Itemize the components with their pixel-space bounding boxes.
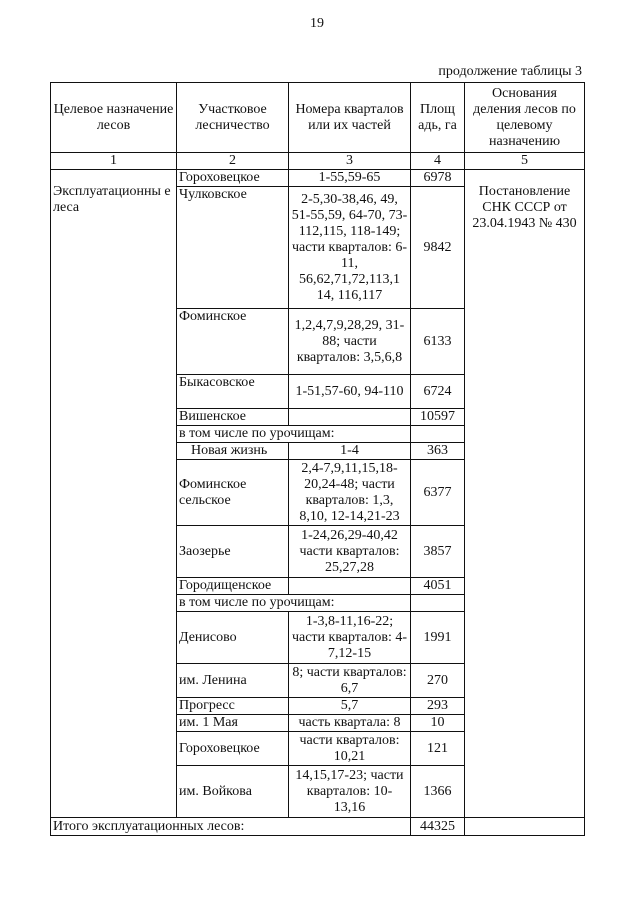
quarters: [289, 578, 411, 595]
tract-name: Гороховецкое: [177, 732, 289, 766]
tract-name: Заозерье: [177, 526, 289, 578]
area: 4051: [411, 578, 465, 595]
page-number: 19: [310, 16, 324, 31]
header-purpose: Целевое назначение лесов: [51, 83, 177, 153]
header-quarters: Номера кварталов или их частей: [289, 83, 411, 153]
basis-cell: Постановление СНК СССР от 23.04.1943 № 430: [465, 170, 585, 818]
forestry-name: Городищенское: [177, 578, 289, 595]
quarters: 1-55,59-65: [289, 170, 411, 187]
quarters: 8; части кварталов: 6,7: [289, 664, 411, 698]
area: 121: [411, 732, 465, 766]
quarters: 5,7: [289, 698, 411, 715]
quarters: 2,4-7,9,11,15,18-20,24-48; части кварталов: 1,3, 8,10, 12-14,21-23: [289, 460, 411, 526]
quarters: 14,15,17-23; части кварталов: 10-13,16: [289, 766, 411, 818]
area: 270: [411, 664, 465, 698]
area: 10: [411, 715, 465, 732]
total-area: 44325: [411, 818, 465, 836]
area: 10597: [411, 409, 465, 426]
col-number: 1: [51, 153, 177, 170]
header-basis: Основания деления лесов по целевому назначению: [465, 83, 585, 153]
forestry-name: Гороховецкое: [177, 170, 289, 187]
forestry-name: Вишенское: [177, 409, 289, 426]
tract-name: им. 1 Мая: [177, 715, 289, 732]
col-number: 5: [465, 153, 585, 170]
area: 1366: [411, 766, 465, 818]
area: 6133: [411, 309, 465, 375]
area: [411, 426, 465, 443]
forest-table: [50, 82, 585, 836]
table-row: [51, 170, 585, 187]
header-area: Площ адь, га: [411, 83, 465, 153]
area: 6978: [411, 170, 465, 187]
area: 363: [411, 443, 465, 460]
forestry-name: Быкасовское: [177, 375, 289, 409]
area: 293: [411, 698, 465, 715]
total-label: Итого эксплуатационных лесов:: [51, 818, 411, 836]
area: 1991: [411, 612, 465, 664]
quarters: 1-24,26,29-40,42 части кварталов: 25,27,28: [289, 526, 411, 578]
tract-name: Новая жизнь: [177, 443, 289, 460]
header-forestry: Участковое лесничество: [177, 83, 289, 153]
area: [411, 595, 465, 612]
forestry-name: Фоминское: [177, 309, 289, 375]
col-number: 2: [177, 153, 289, 170]
subgroup-label: в том числе по урочищам:: [177, 426, 411, 443]
tract-name: Фоминское сельское: [177, 460, 289, 526]
purpose-cell: Эксплуатационны е леса: [51, 170, 177, 818]
total-row: [51, 818, 585, 836]
table-caption: продолжение таблицы 3: [438, 64, 582, 79]
quarters: 1,2,4,7,9,28,29, 31-88; части кварталов: 3,5,6,8: [289, 309, 411, 375]
area: 9842: [411, 187, 465, 309]
area: 3857: [411, 526, 465, 578]
total-basis: [465, 818, 585, 836]
area: 6724: [411, 375, 465, 409]
forestry-name: Чулковское: [177, 187, 289, 309]
quarters: части кварталов: 10,21: [289, 732, 411, 766]
tract-name: Денисово: [177, 612, 289, 664]
area: 6377: [411, 460, 465, 526]
tract-name: им. Ленина: [177, 664, 289, 698]
quarters: 1-4: [289, 443, 411, 460]
quarters: 2-5,30-38,46, 49, 51-55,59, 64-70, 73-112,115, 118-149; части кварталов: 6-11, 56,62,71,72,113,1 14, 116,117: [289, 187, 411, 309]
quarters: [289, 409, 411, 426]
tract-name: Прогресс: [177, 698, 289, 715]
col-number: 3: [289, 153, 411, 170]
tract-name: им. Войкова: [177, 766, 289, 818]
quarters: часть квартала: 8: [289, 715, 411, 732]
quarters: 1-51,57-60, 94-110: [289, 375, 411, 409]
quarters: 1-3,8-11,16-22; части кварталов: 4-7,12-15: [289, 612, 411, 664]
subgroup-label: в том числе по урочищам:: [177, 595, 411, 612]
col-number: 4: [411, 153, 465, 170]
